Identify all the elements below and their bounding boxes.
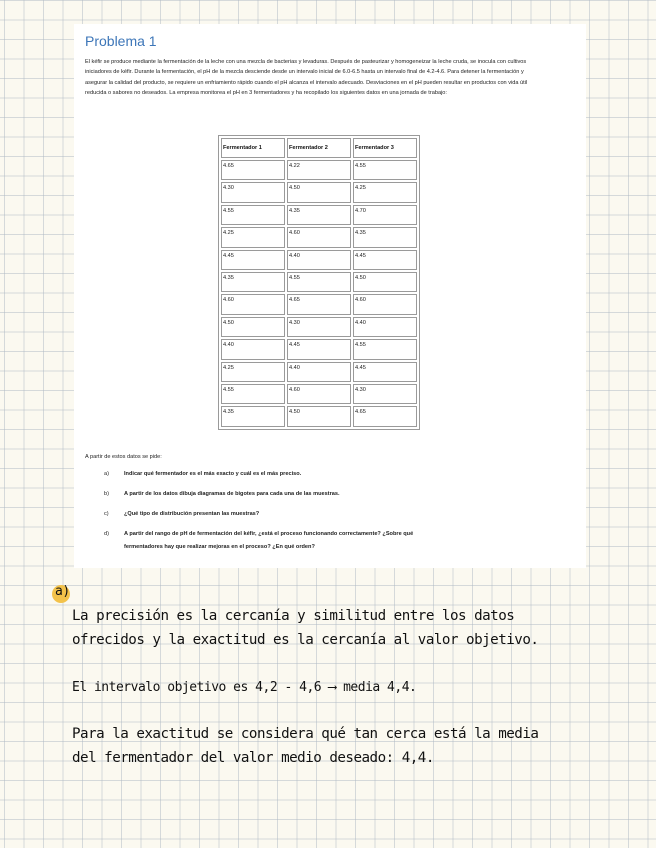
- table-cell: 4.60: [287, 384, 351, 404]
- table-cell: 4.45: [221, 250, 285, 270]
- table-cell: 4.55: [221, 205, 285, 225]
- table-row: [221, 294, 417, 314]
- table-cell: 4.45: [287, 339, 351, 359]
- table-cell: 4.40: [353, 317, 417, 337]
- table-cell: 4.22: [287, 160, 351, 180]
- ph-data-table: [218, 135, 420, 430]
- table-cell: 4.35: [221, 406, 285, 426]
- table-cell: 4.65: [353, 406, 417, 426]
- table-row: [221, 227, 417, 247]
- note-line: La precisión es la cercanía y similitud entre los datos: [72, 608, 515, 624]
- table-header-row: [221, 138, 417, 158]
- table-row: [221, 384, 417, 404]
- note-line: Para la exactitud se considera qué tan cerca está la media: [72, 726, 539, 742]
- problem-sheet: [74, 24, 586, 568]
- table-cell: 4.55: [353, 160, 417, 180]
- table-header-cell: Fermentador 3: [353, 138, 417, 158]
- table-cell: 4.30: [221, 182, 285, 202]
- question-label: b): [104, 491, 109, 497]
- question-d: [104, 530, 544, 552]
- table-row: [221, 339, 417, 359]
- table-row: [221, 406, 417, 426]
- table-cell: 4.60: [353, 294, 417, 314]
- table-header-cell: Fermentador 2: [287, 138, 351, 158]
- table-cell: 4.65: [287, 294, 351, 314]
- problem-title: Problema 1: [85, 33, 157, 49]
- table-header-cell: Fermentador 1: [221, 138, 285, 158]
- table-cell: 4.30: [287, 317, 351, 337]
- question-text: ¿Qué tipo de distribución presentan las muestras?: [124, 511, 260, 517]
- table-cell: 4.25: [221, 362, 285, 382]
- table-body: [221, 160, 417, 427]
- note-line: El intervalo objetivo es 4,2 - 4,6 ⟶ media 4,4.: [72, 680, 417, 695]
- table-row: [221, 182, 417, 202]
- table-cell: 4.35: [353, 227, 417, 247]
- question-text: A partir del rango de pH de fermentación del kéfir, ¿está el proceso funcionando correctamente? ¿Sobre qué: [124, 531, 414, 537]
- questions-intro: A partir de estos datos se pide:: [85, 454, 162, 460]
- table-cell: 4.60: [221, 294, 285, 314]
- table-cell: 4.40: [287, 362, 351, 382]
- question-a: [104, 470, 544, 480]
- question-text: Indicar qué fermentador es el más exacto y cuál es el más preciso.: [124, 471, 302, 477]
- table-row: [221, 160, 417, 180]
- note-line: del fermentador del valor medio deseado: 4,4.: [72, 750, 434, 766]
- table-cell: 4.40: [287, 250, 351, 270]
- table-row: [221, 317, 417, 337]
- table-cell: 4.50: [353, 272, 417, 292]
- table-cell: 4.55: [287, 272, 351, 292]
- note-line: ofrecidos y la exactitud es la cercanía al valor objetivo.: [72, 632, 539, 648]
- table-cell: 4.35: [221, 272, 285, 292]
- table-cell: 4.65: [221, 160, 285, 180]
- question-text: A partir de los datos dibuja diagramas de bigotes para cada una de las muestras.: [124, 491, 340, 497]
- answer-label: a): [55, 584, 70, 599]
- table-row: [221, 362, 417, 382]
- table-cell: 4.25: [353, 182, 417, 202]
- question-label: a): [104, 471, 109, 477]
- table-cell: 4.30: [353, 384, 417, 404]
- problem-intro: El kéfir se produce mediante la fermentación de la leche con una mezcla de bacterias y levaduras. Después de pasteurizar y homogeneizar la leche cruda, se inocula con cultivos iniciadores de kéfir. Durante la fermentación, el pH de la mezcla desciende desde un intervalo inicial de 6.0-6.5 hasta un intervalo final de 4.2-4.6. Para detener la fermentación y asegurar la calidad del producto, se requiere un enfriamiento rápido cuando el pH alcanza el intervalo adecuado. Desviaciones en el pH pueden resultar en productos con vida útil reducida o sabores no deseados. La empresa monitorea el pH en 3 fermentadores y ha recopilado los siguientes datos en una jornada de trabajo:: [85, 59, 528, 96]
- table-cell: 4.50: [287, 182, 351, 202]
- table-row: [221, 250, 417, 270]
- question-c: [104, 510, 544, 520]
- question-b: [104, 490, 544, 500]
- table-cell: 4.50: [221, 317, 285, 337]
- question-label: d): [104, 531, 109, 537]
- table-cell: 4.70: [353, 205, 417, 225]
- table-row: [221, 205, 417, 225]
- question-text-continued: fermentadores hay que realizar mejoras en el proceso? ¿En qué orden?: [124, 543, 315, 550]
- table-cell: 4.45: [353, 362, 417, 382]
- table-cell: 4.45: [353, 250, 417, 270]
- table-row: [221, 272, 417, 292]
- table-cell: 4.55: [353, 339, 417, 359]
- table-cell: 4.40: [221, 339, 285, 359]
- table-cell: 4.55: [221, 384, 285, 404]
- table-cell: 4.25: [221, 227, 285, 247]
- table-cell: 4.60: [287, 227, 351, 247]
- table-cell: 4.50: [287, 406, 351, 426]
- question-label: c): [104, 511, 109, 517]
- table-cell: 4.35: [287, 205, 351, 225]
